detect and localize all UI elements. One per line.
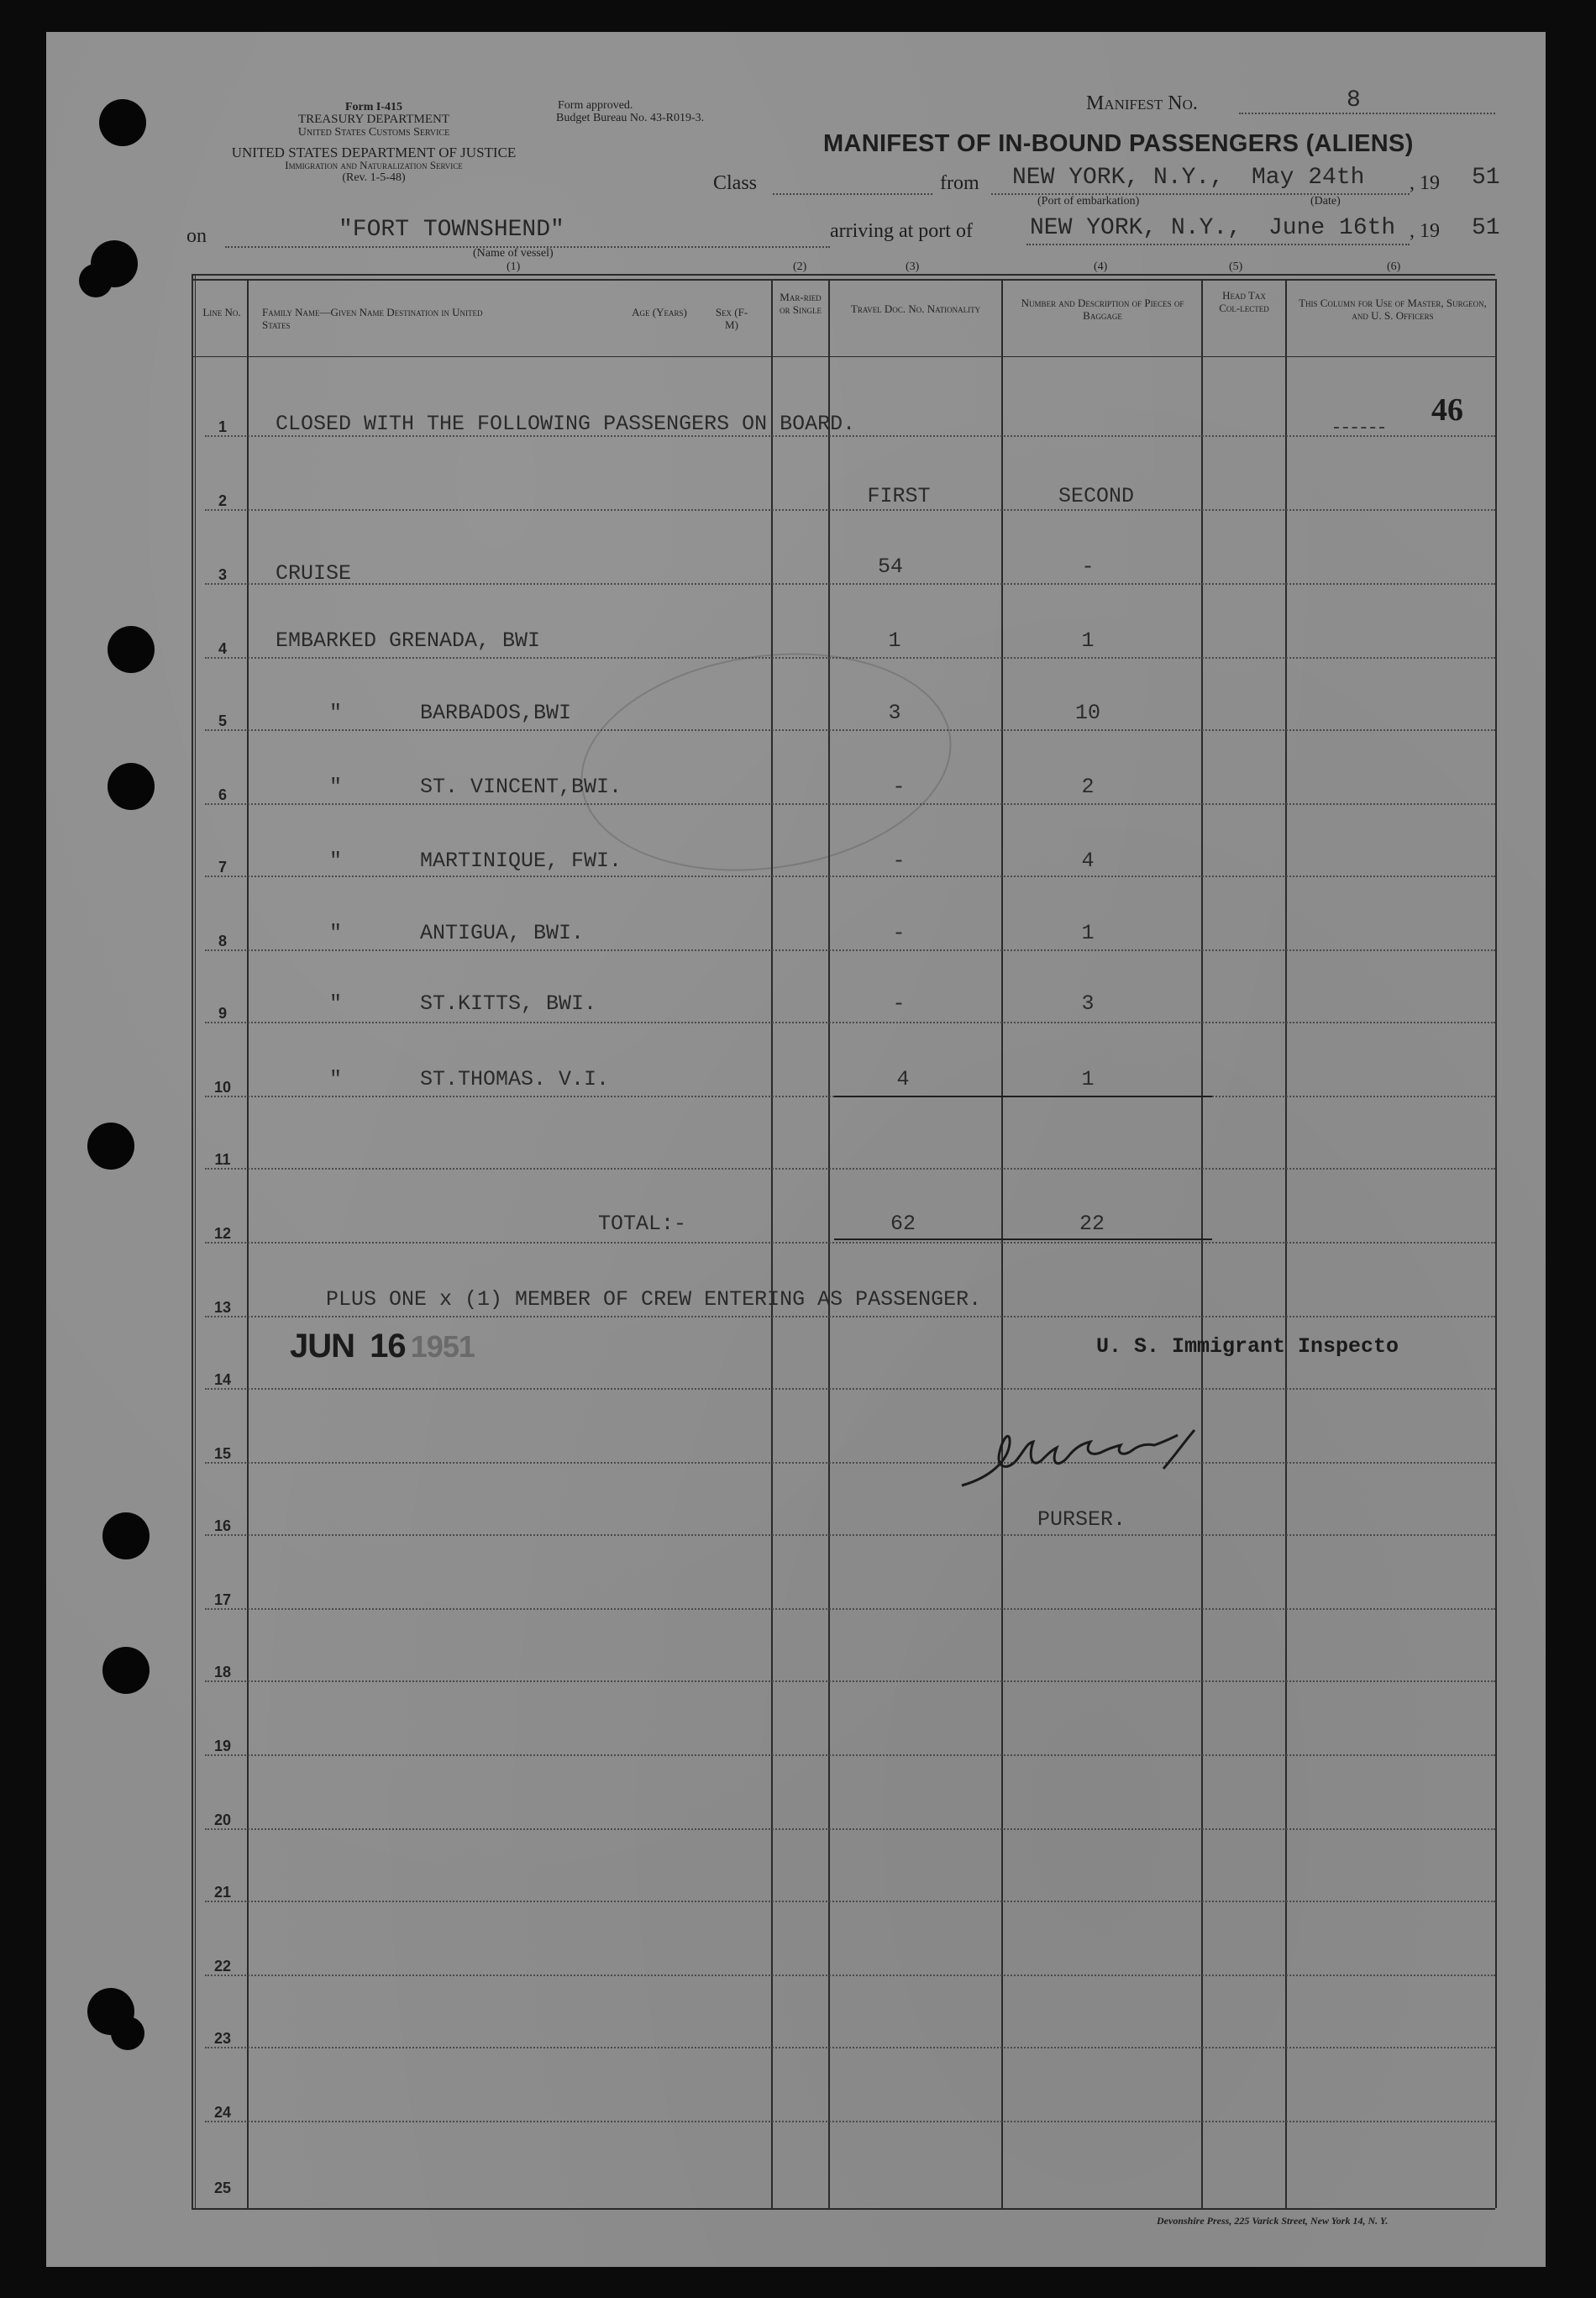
header-head-tax: Head Tax Col-lected	[1219, 289, 1269, 314]
binder-hole	[108, 626, 155, 673]
row-rule	[205, 1828, 1495, 1830]
total-second: 22	[1079, 1212, 1105, 1236]
printer-footer: Devonshire Press, 225 Varick Street, New York 14, N. Y.	[1157, 2215, 1389, 2227]
line-number: 22	[213, 1958, 232, 1975]
row-rule	[205, 1608, 1495, 1610]
line-number: 16	[213, 1517, 232, 1534]
manifest-sheet	[46, 32, 1546, 2267]
kitts-line: ST.KITTS, BWI.	[420, 991, 597, 1016]
subtotal-rule	[834, 1096, 1212, 1097]
row-rule	[205, 1534, 1495, 1536]
kitts-second: 3	[1081, 991, 1095, 1016]
justice-dept: UNITED STATES DEPARTMENT OF JUSTICE	[231, 145, 517, 160]
ditto-mark: "	[329, 775, 343, 799]
row-rule	[205, 2121, 1495, 2122]
header-baggage: Number and Description of Pieces of Baggage	[1021, 297, 1184, 322]
port-caption: (Port of embarkation)	[1037, 195, 1140, 208]
row-rule	[205, 1388, 1495, 1390]
line-number: 12	[213, 1225, 232, 1242]
line-number: 15	[213, 1445, 232, 1462]
line-number: 20	[213, 1812, 232, 1828]
barbados-second: 10	[1074, 701, 1100, 725]
form-number: Form I-415	[344, 101, 403, 113]
line-number: 13	[213, 1299, 232, 1316]
row-rule	[205, 509, 1495, 511]
row-rule	[205, 1680, 1495, 1682]
line-number: 19	[213, 1738, 232, 1754]
barbados-line: BARBADOS,BWI	[420, 701, 572, 725]
binder-hole	[87, 1123, 134, 1170]
second-class-header: SECOND	[1058, 484, 1134, 508]
arrival-year: 51	[1472, 215, 1500, 241]
date-stamp	[290, 1328, 475, 1365]
thomas-line: ST.THOMAS. V.I.	[420, 1067, 610, 1091]
approval-block	[556, 99, 704, 124]
row-rule	[205, 1022, 1495, 1023]
purser-signature	[958, 1418, 1226, 1494]
column-number: (4)	[1094, 260, 1108, 273]
header-line-no: Line No.	[202, 306, 241, 318]
binder-hole	[79, 264, 113, 297]
line-number: 9	[218, 1005, 227, 1022]
header-age: Age (Years)	[632, 306, 687, 318]
binder-hole	[108, 763, 155, 810]
embarkation-date: May 24th	[1252, 165, 1365, 191]
ditto-mark: "	[329, 1067, 343, 1091]
arrival-date: June 16th	[1268, 215, 1396, 241]
thomas-first: 4	[896, 1067, 910, 1091]
total-label: TOTAL:-	[598, 1212, 687, 1236]
line-number: 25	[213, 2180, 232, 2196]
cruise-second: -	[1081, 555, 1095, 579]
martinique-second: 4	[1081, 849, 1095, 873]
ins-service: Immigration and Naturalization Service	[285, 159, 463, 171]
form-block	[185, 101, 563, 139]
line-number: 3	[218, 566, 227, 583]
line-number: 24	[213, 2104, 232, 2121]
cruise-label: CRUISE	[276, 561, 352, 586]
revision: (Rev. 1-5-48)	[342, 171, 406, 184]
line-number: 11	[214, 1151, 231, 1168]
line-number: 8	[218, 933, 227, 949]
plus-one-crew-line: PLUS ONE x (1) MEMBER OF CREW ENTERING AS PASSENGER.	[326, 1287, 982, 1312]
embarked-line: EMBARKED GRENADA, BWI	[276, 628, 541, 653]
row-rule	[205, 1168, 1495, 1170]
line-number: 5	[218, 713, 227, 729]
treasury-dept: TREASURY DEPARTMENT	[297, 113, 450, 126]
arriving-label: arriving at port of	[830, 220, 973, 242]
manifest-no-label: Manifest No.	[1086, 92, 1198, 114]
vincent-line: ST. VINCENT,BWI.	[420, 775, 622, 799]
first-class-header: FIRST	[867, 484, 931, 508]
purser-label: PURSER.	[1037, 1507, 1126, 1532]
grenada-second: 1	[1081, 628, 1095, 653]
date-caption: (Date)	[1310, 195, 1341, 208]
stamp-day: 16	[370, 1328, 406, 1365]
manifest-title: MANIFEST OF IN-BOUND PASSENGERS (ALIENS)	[823, 130, 1414, 157]
ditto-mark: "	[329, 849, 343, 873]
antigua-line: ANTIGUA, BWI.	[420, 921, 585, 945]
antigua-second: 1	[1081, 921, 1095, 945]
row-rule	[205, 1754, 1495, 1756]
on-label: on	[186, 225, 207, 247]
line-number: 4	[218, 640, 227, 657]
header-officers: This Column for Use of Master, Surgeon, and U. S. Officers	[1299, 297, 1487, 322]
cruise-first: 54	[877, 555, 903, 579]
header-married: Mar-ried or Single	[780, 291, 822, 316]
budget-bureau: Budget Bureau No. 43-R019-3.	[556, 112, 705, 124]
count-46: 46	[1431, 392, 1463, 428]
vincent-first: -	[892, 775, 906, 799]
total-first: 62	[890, 1212, 916, 1236]
column-number: (5)	[1229, 260, 1243, 273]
embarkation-year: 51	[1472, 165, 1500, 191]
line-number: 23	[213, 2030, 232, 2047]
customs-service: United States Customs Service	[297, 126, 450, 139]
manifest-number: 8	[1347, 87, 1361, 113]
column-number: (2)	[793, 260, 807, 273]
ditto-mark: "	[329, 991, 343, 1016]
row-rule	[205, 1242, 1495, 1244]
barbados-first: 3	[888, 701, 901, 725]
binder-hole	[102, 1512, 150, 1559]
line-number: 17	[213, 1591, 232, 1608]
line-number: 18	[213, 1664, 232, 1680]
row-rule	[205, 949, 1495, 951]
class-label: Class	[713, 172, 758, 194]
antigua-first: -	[892, 921, 906, 945]
inspector-line: U. S. Immigrant Inspecto	[1096, 1334, 1399, 1359]
row-rule	[205, 1316, 1495, 1317]
line-number: 21	[213, 1884, 232, 1901]
column-number: (6)	[1387, 260, 1401, 273]
row-rule	[205, 876, 1495, 877]
closed-line: CLOSED WITH THE FOLLOWING PASSENGERS ON BOARD.	[276, 412, 856, 436]
grenada-first: 1	[888, 628, 901, 653]
line-number: 2	[218, 492, 227, 509]
header-travel-doc: Travel Doc. No. Nationality	[850, 302, 981, 315]
binder-hole	[102, 1647, 150, 1694]
binder-hole	[111, 2017, 144, 2050]
row-rule	[205, 2047, 1495, 2048]
row-rule	[205, 583, 1495, 585]
arrival-port: NEW YORK, N.Y.,	[1030, 215, 1242, 241]
binder-hole	[99, 99, 146, 146]
ditto-mark: "	[329, 921, 343, 945]
row-rule	[205, 1975, 1495, 1976]
header-family-name: Family Name—Given Name Destination in United States	[262, 306, 483, 331]
line-number: 6	[218, 786, 227, 803]
arrival-year-prefix: , 19	[1410, 220, 1440, 242]
martinique-first: -	[892, 849, 906, 873]
ditto-mark: "	[329, 701, 343, 725]
year-prefix: , 19	[1410, 172, 1440, 194]
line-number: 7	[218, 859, 227, 876]
martinique-line: MARTINIQUE, FWI.	[420, 849, 622, 873]
line-number: 14	[213, 1371, 232, 1388]
embarkation-port: NEW YORK, N.Y.,	[1012, 165, 1225, 191]
total-rule	[834, 1238, 1212, 1240]
from-label: from	[940, 172, 979, 194]
vessel-name: "FORT TOWNSHEND"	[339, 217, 564, 243]
stamp-month: JUN	[290, 1328, 355, 1365]
form-approved: Form approved.	[558, 99, 633, 112]
vessel-caption: (Name of vessel)	[473, 247, 554, 260]
justice-block	[176, 146, 571, 184]
column-number: (1)	[507, 260, 521, 273]
column-number: (3)	[906, 260, 920, 273]
row-rule	[205, 1462, 1495, 1464]
line-number: 1	[218, 418, 227, 435]
header-sex: Sex (F-M)	[715, 306, 748, 331]
thomas-second: 1	[1081, 1067, 1095, 1091]
row-rule	[205, 1901, 1495, 1902]
line-number: 10	[213, 1079, 232, 1096]
vincent-second: 2	[1081, 775, 1095, 799]
stamp-year: 1951	[410, 1329, 475, 1364]
kitts-first: -	[892, 991, 906, 1016]
